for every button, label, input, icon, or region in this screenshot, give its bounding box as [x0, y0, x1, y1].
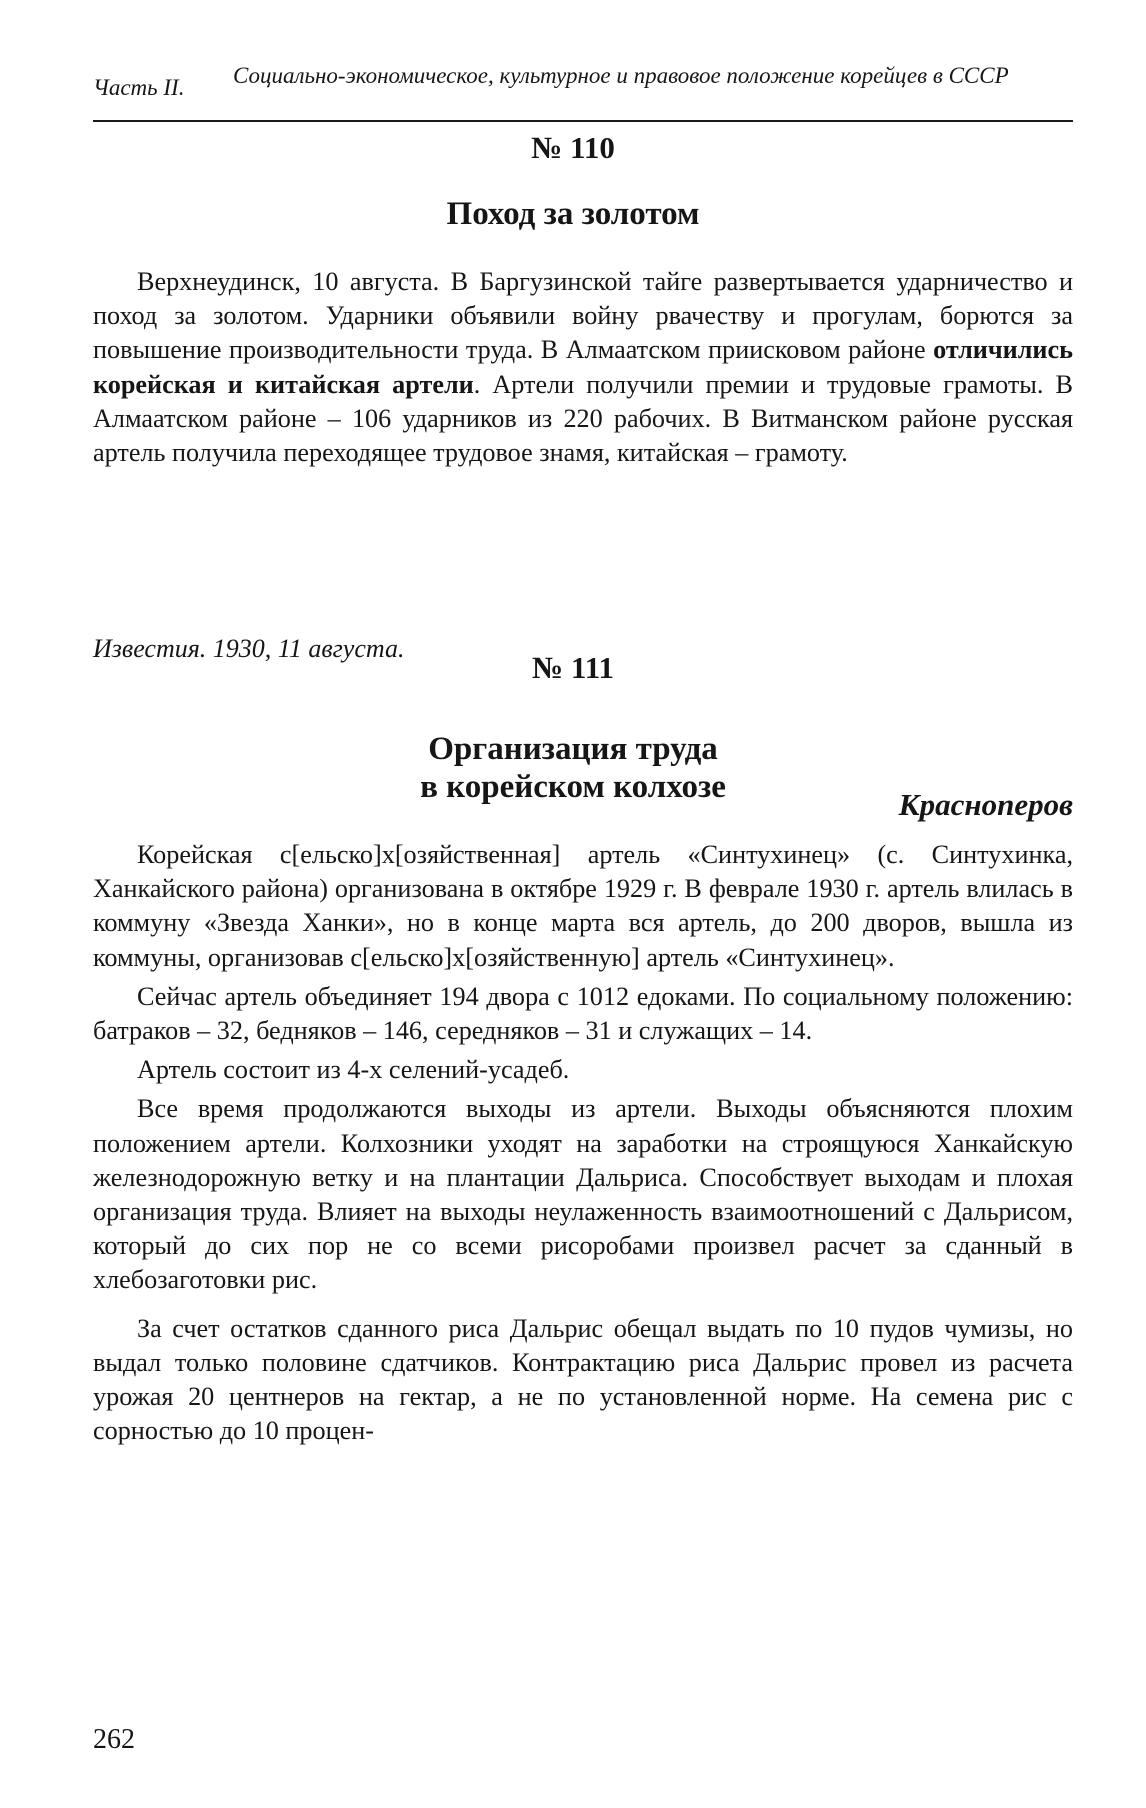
doc-110-body [93, 265, 1073, 470]
running-head-title: Социально-экономическое, культурное и правовое положение корейцев в СССР [233, 63, 1009, 88]
doc-111-author: Краснoперов [898, 787, 1073, 822]
page-number: 262 [93, 1724, 135, 1755]
doc-111-paragraph: Артель состоит из 4-х селений-усадеб. [137, 1055, 570, 1085]
doc-111-paragraph: За счет остатков сданного риса Дальрис обещал выдать по 10 пудов чумизы, но выдал только половине сдатчиков. Контрактацию риса Дальрис провел из расчета урожая 20 центнеров на гектар, а не по установленной норме. На семена рис с сорностью до 10 процен- [93, 1313, 1073, 1446]
doc-110-number: № 110 [531, 130, 615, 165]
doc-111-paragraph: Все время продолжаются выходы из артели. Выходы объясняются плохим положением артели. Колхозники уходят на заработки на строящуюся Ханкайскую железнодорожную ветку и на плантации Дальриса. Способствует выходам и плохая организация труда. Влияет на выходы неулаженность взаимоотношений с Дальрисом, который до сих пор не со всеми рисоробами произвел расчет за сданный в хлебозаготовки рис. [93, 1094, 1073, 1295]
highlight-bold: отличились корейская и китайская артели [93, 335, 1073, 399]
doc-111-title-line2: в корейском колхозе [420, 769, 726, 805]
doc-110-paragraph: Верхнеудинск, 10 августа. В Баргузинской тайге развертывается ударничество и поход за золотом. Ударники объявили войну рвачеству и прогулам, борются за повышение производительности труда. В Алмаатском приисковом районе отличились корейская и китайская артели. Артели получили премии и трудовые грамоты. В Алмаатском районе – 106 ударников из 220 рабочих. В Витманском районе русская артель получила переходящее трудовое знамя, китайская – грамоту. [93, 267, 1073, 468]
running-head-part: Часть II. [93, 75, 185, 100]
doc-110-title: Поход за золотом [446, 196, 700, 232]
doc-111-body [93, 838, 1073, 1448]
doc-111-paragraph: Сейчас артель объединяет 194 двора с 1012 едоками. По социальному положению: батраков – 32, бедняков – 146, середняков – 31 и служащих – 14. [93, 981, 1073, 1046]
header-rule [93, 120, 1073, 122]
doc-110-source: Известия. 1930, 11 августа. [93, 634, 405, 663]
doc-111-paragraph: Корейская с[ельско]х[озяйственная] артель «Синтухинец» (с. Синтухинка, Ханкайского района) организована в октябре 1929 г. В феврале 1930 г. артель влилась в коммуну «Звезда Ханки», но в конце марта вся артель, до 200 дворов, вышла из коммуны, организовав с[ельско]х[озяйственную] артель «Синтухинец». [93, 840, 1073, 972]
doc-111-title-line1: Организация труда [428, 731, 718, 767]
doc-111-number: № 111 [532, 650, 614, 685]
